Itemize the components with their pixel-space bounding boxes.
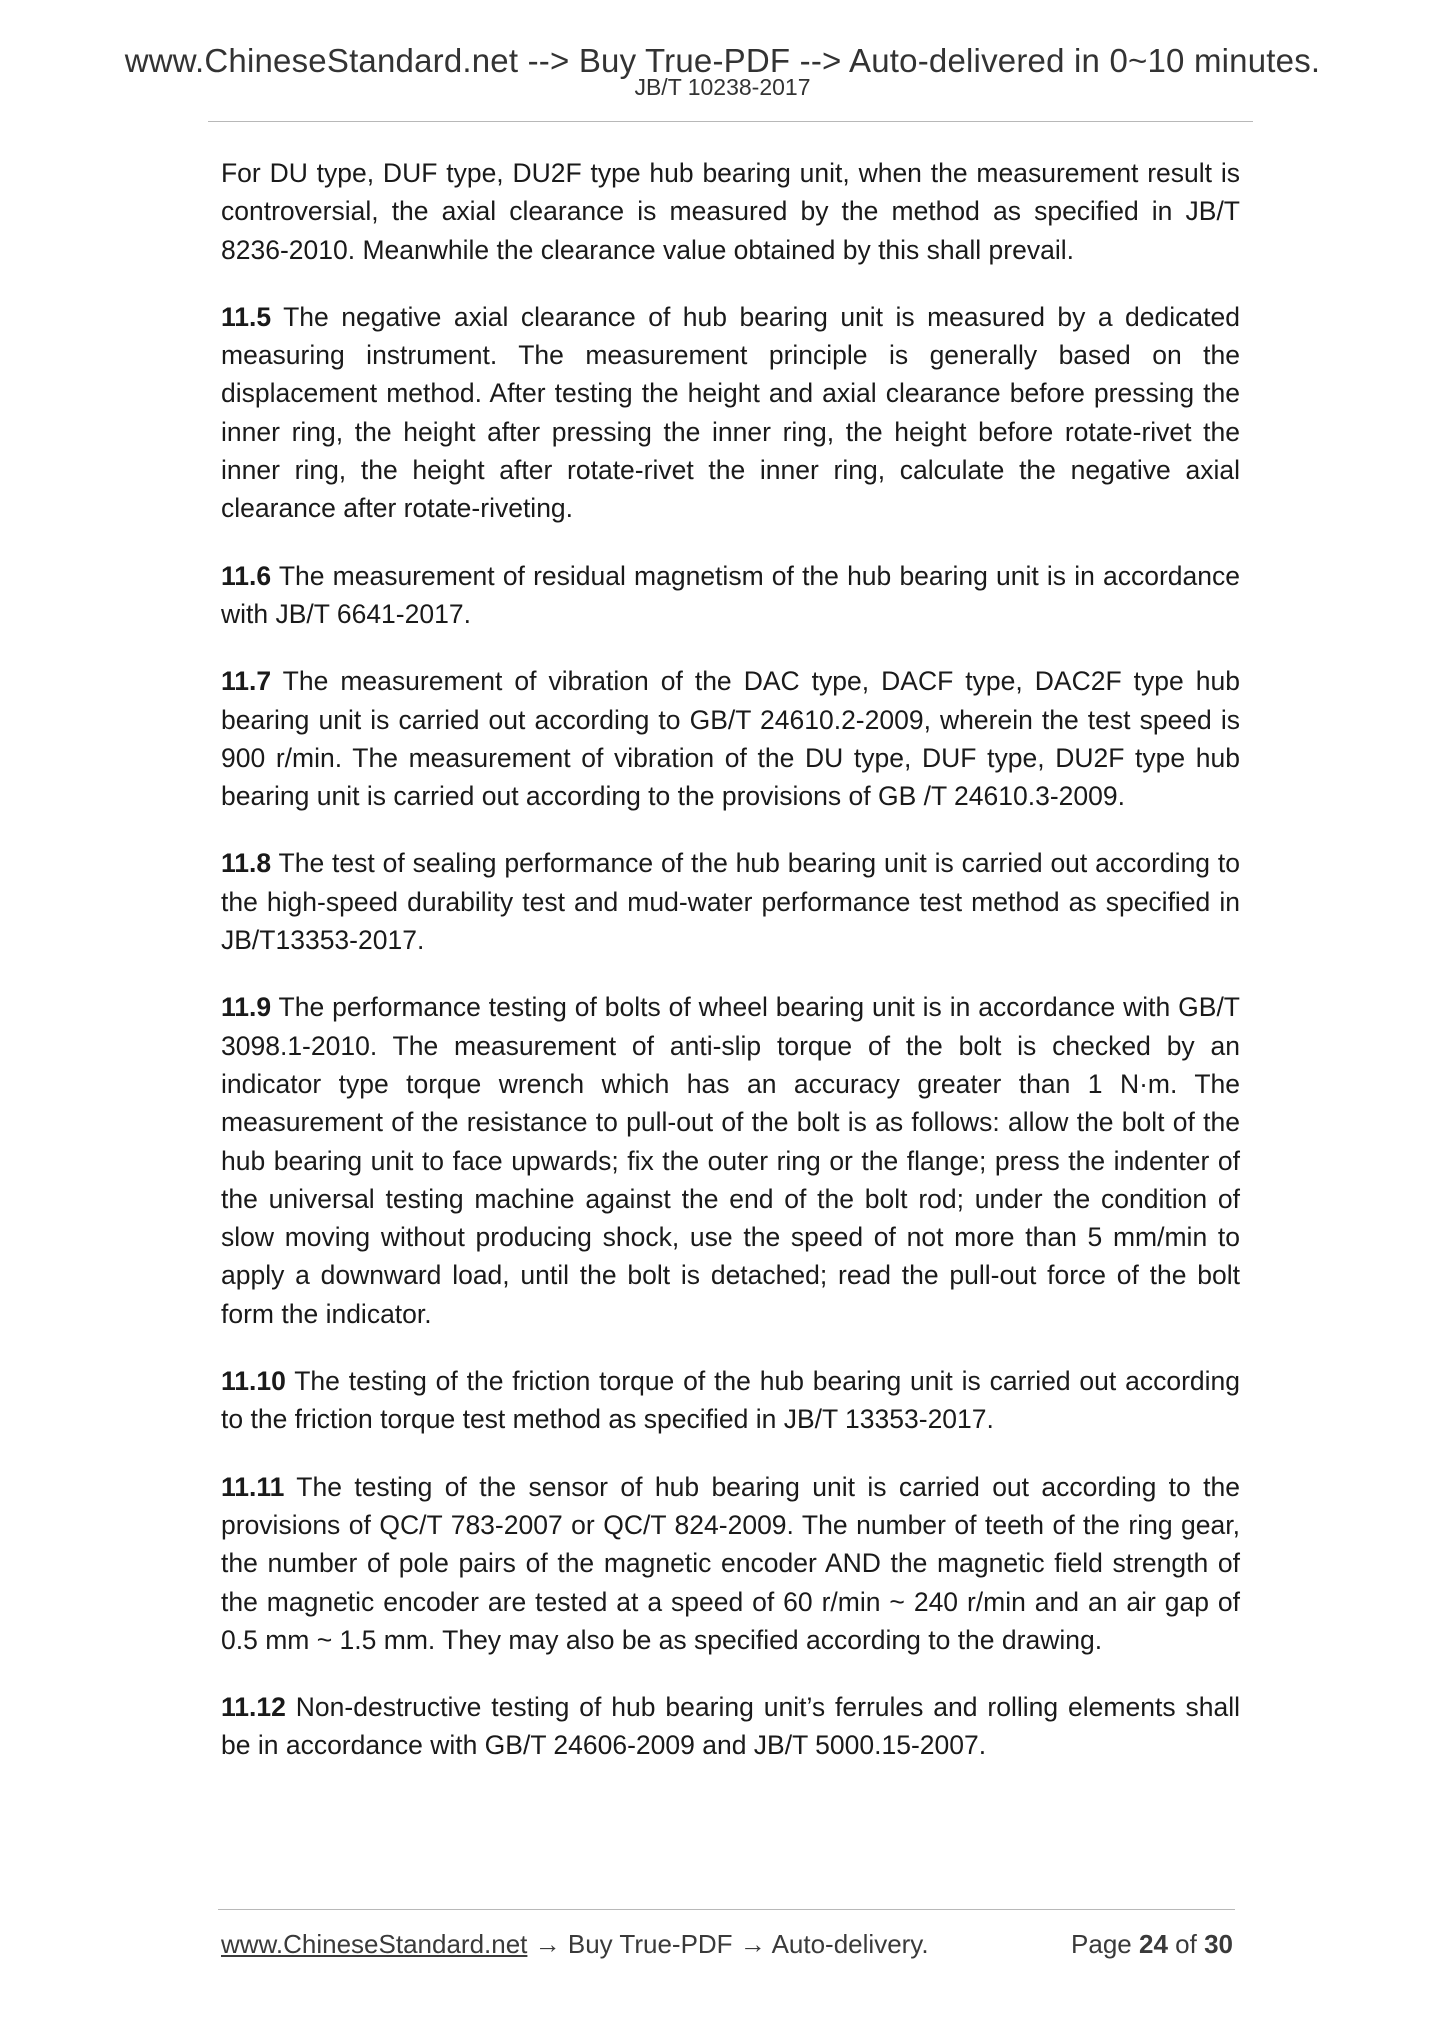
page-of-label: of [1175, 1929, 1197, 1959]
clause-number: 11.8 [221, 848, 272, 879]
clause-number: 11.12 [221, 1692, 286, 1723]
footer-tagline: → Buy True-PDF → Auto-delivery. [527, 1929, 929, 1959]
clause-number: 11.6 [221, 560, 272, 591]
clause-text: The testing of the friction torque of the hub bearing unit is carried out according to the friction torque test method as specified in JB/T 13353-2017. [221, 1366, 1241, 1435]
footer-divider [218, 1909, 1235, 1910]
clause-11-8 [221, 844, 1240, 959]
page-label: Page [1071, 1929, 1132, 1959]
paragraph-intro [221, 154, 1240, 269]
page-indicator [1071, 1929, 1233, 1960]
clause-11-6 [221, 557, 1240, 634]
clause-number: 11.10 [221, 1366, 286, 1397]
clause-text: The test of sealing performance of the hub bearing unit is carried out according to the high-speed durability test and mud-water performance test method as specified in JB/T13353-2017. [221, 848, 1240, 956]
clause-11-7 [221, 662, 1240, 815]
document-code: JB/T 10238-2017 [634, 74, 811, 100]
footer-promo [221, 1929, 929, 1960]
clause-text: The testing of the sensor of hub bearing unit is carried out according to the provisions of QC/T 783-2007 or QC/T 824-2009. The number of teeth of the ring gear, the number of pole pairs of the magnetic encoder AND the magnetic field strength of the magnetic encoder are tested at a speed of 60 r/min ~ 240 r/min and an air gap of 0.5 mm ~ 1.5 mm. They may also be as specified according to the drawing. [221, 1471, 1240, 1655]
clause-number: 11.9 [221, 992, 272, 1023]
clause-text: The performance testing of bolts of wheel bearing unit is in accordance with GB/T 3098.1-2010. The measurement of anti-slip torque of the bolt is checked by an indicator type torque wrench which has an accuracy greater than 1 N·m. The measurement of the resistance to pull-out of the bolt is as follows: allow the bolt of the hub bearing unit to face upwards; fix the outer ring or the flange; press the indenter of the universal testing machine against the end of the bolt rod; under the condition of slow moving without producing shock, use the speed of not more than 5 mm/min to apply a downward load, until the bolt is detached; read the pull-out force of the bolt form the indicator. [221, 992, 1240, 1329]
clause-11-10 [221, 1362, 1240, 1439]
header-divider [208, 121, 1253, 122]
page-body [221, 154, 1240, 1794]
current-page: 24 [1139, 1929, 1168, 1959]
clause-number: 11.11 [221, 1471, 285, 1502]
clause-number: 11.5 [221, 301, 272, 332]
clause-11-12 [221, 1688, 1240, 1765]
site-link[interactable]: www.ChineseStandard.net [221, 1929, 528, 1959]
page-footer [221, 1929, 1233, 1967]
site-banner: www.ChineseStandard.net --> Buy True-PDF --> Auto-delivered in 0~10 minutes. [124, 42, 1321, 79]
clause-11-11 [221, 1468, 1240, 1659]
clause-11-9 [221, 988, 1240, 1333]
clause-11-5 [221, 298, 1240, 528]
paragraph-text: For DU type, DUF type, DU2F type hub bearing unit, when the measurement result is controversial, the axial clearance is measured by the method as specified in JB/T 8236-2010. Meanwhile the clearance value obtained by this shall prevail. [221, 158, 1240, 265]
clause-text: Non-destructive testing of hub bearing unit’s ferrules and rolling elements shall be in accordance with GB/T 24606-2009 and JB/T 5000.15-2007. [221, 1692, 1240, 1761]
clause-text: The measurement of vibration of the DAC type, DACF type, DAC2F type hub bearing unit is carried out according to GB/T 24610.2-2009, wherein the test speed is 900 r/min. The measurement of vibration of the DU type, DUF type, DU2F type hub bearing unit is carried out according to the provisions of GB /T 24610.3-2009. [221, 666, 1240, 812]
clause-number: 11.7 [221, 666, 272, 697]
clause-text: The measurement of residual magnetism of the hub bearing unit is in accordance with JB/T 6641-2017. [221, 560, 1240, 629]
clause-text: The negative axial clearance of hub bearing unit is measured by a dedicated measuring instrument. The measurement principle is generally based on the displacement method. After testing the height and axial clearance before pressing the inner ring, the height after pressing the inner ring, the height before rotate-rivet the inner ring, the height after rotate-rivet the inner ring, calculate the negative axial clearance after rotate-riveting. [221, 301, 1240, 524]
total-pages: 30 [1204, 1929, 1233, 1959]
